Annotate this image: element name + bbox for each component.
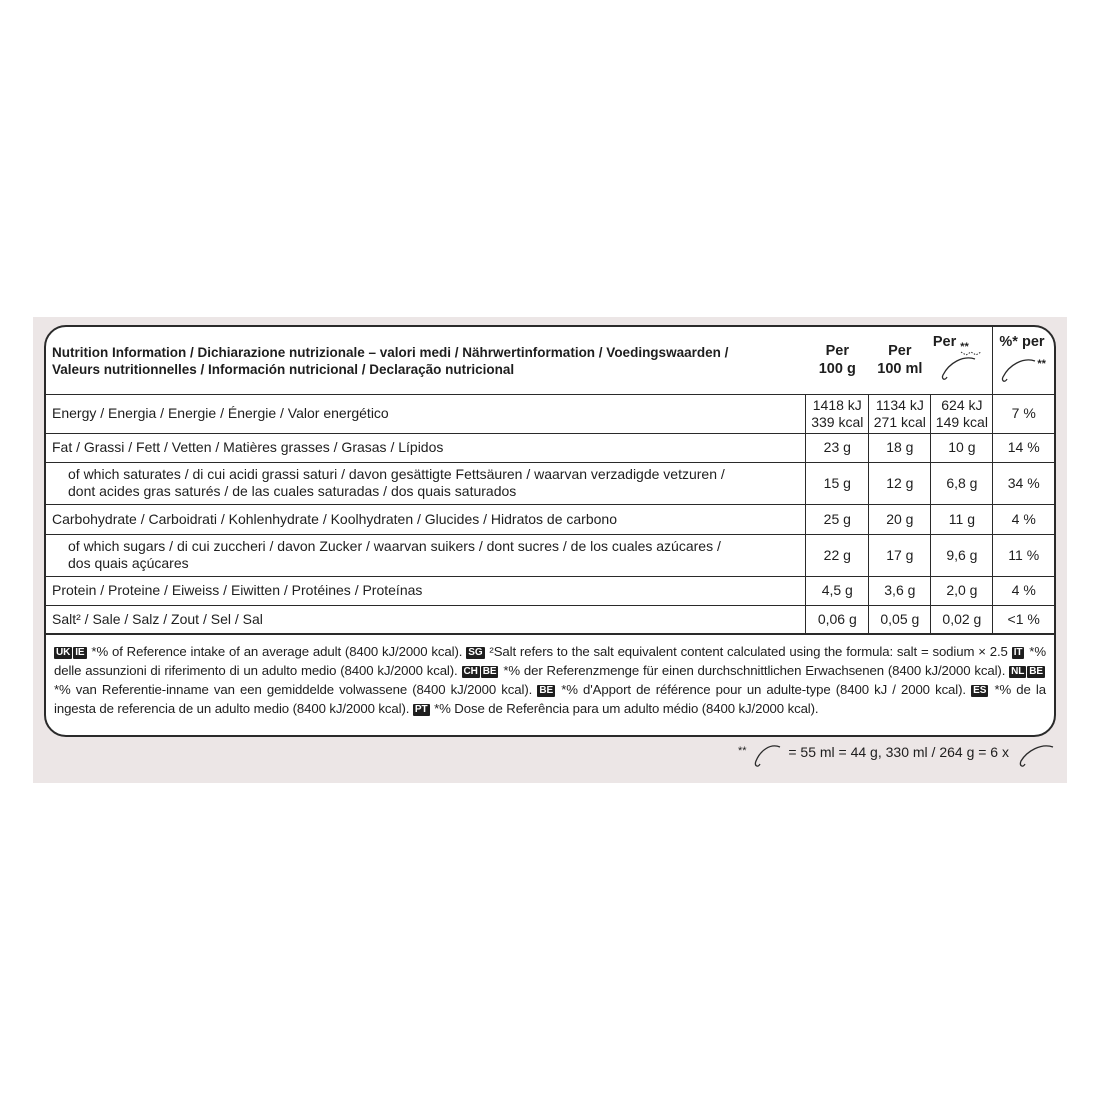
title-line-1: Nutrition Information / Dichiarazione nutrizionale – valori medi / Nährwertinformation / Voedingswaarden / [52, 345, 729, 361]
nutrition-table [46, 327, 1054, 634]
row-label: Salt² / Sale / Salz / Zout / Sel / Sal [46, 605, 806, 633]
col-header-unit: 100 g [818, 361, 856, 378]
value-per-100g [806, 394, 869, 433]
footnote-text-es: *% de la ingesta de referencia de un adulto medio (8400 kJ/2000 kcal). [54, 681, 1046, 716]
value-per-100ml: 17 g [869, 534, 931, 576]
value-per-100g: 0,06 g [806, 605, 869, 633]
value-kj: 1418 kJ [812, 396, 862, 413]
value-kcal: 271 kcal [873, 413, 926, 430]
value-per-100g: 4,5 g [806, 576, 869, 605]
swirl-portion-icon [1013, 741, 1057, 771]
col-header-per: Per [932, 334, 957, 350]
row-label-line: dont acides gras saturés / de las cuales saturadas / dos quais saturados [68, 483, 517, 499]
flag-nl: NL [1011, 665, 1025, 677]
footnote-text-it: *% delle assunzioni di riferimento di un adulto medio (8400 kJ/2000 kcal). [54, 643, 1046, 678]
header-row [46, 327, 1054, 394]
col-header-per-100g [806, 327, 869, 394]
value-per-portion: 6,8 g [931, 462, 993, 504]
value-per-100ml: 3,6 g [869, 576, 931, 605]
nutrition-table-card [44, 325, 1056, 737]
reference-intake-footnote [46, 634, 1054, 718]
double-asterisk: ** [1037, 358, 1046, 370]
flag-it: IT [1013, 646, 1023, 658]
double-asterisk: ** [738, 745, 747, 757]
table-row-carbohydrate [46, 504, 1054, 534]
row-label-line: of which sugars / di cui zuccheri / davon Zucker / waarvan suikers / dont sucres / de los cuales azúcares / [68, 538, 721, 554]
swirl-portion-icon [935, 349, 991, 385]
row-label: Energy / Energia / Energie / Énergie / Valor energético [46, 394, 806, 433]
value-per-100g: 23 g [806, 433, 869, 462]
col-header-percent-per-portion [993, 327, 1054, 394]
row-label-line: dos quais açúcares [68, 555, 189, 571]
value-percent-ri: <1 % [993, 605, 1054, 633]
table-title [46, 327, 806, 394]
value-per-100ml: 20 g [869, 504, 931, 534]
value-percent-ri: 4 % [993, 504, 1054, 534]
table-row-energy [46, 394, 1054, 433]
value-kcal: 149 kcal [935, 413, 988, 430]
footnote-text-sg: ²Salt refers to the salt equivalent content calculated using the formula: salt = sodium × 2.5 [489, 643, 1008, 659]
flag-be: BE [539, 684, 554, 696]
table-row-saturates [46, 462, 1054, 504]
col-header-percent-per: %* per [999, 334, 1045, 350]
value-kj: 624 kJ [941, 396, 983, 413]
value-per-portion: 0,02 g [931, 605, 993, 633]
row-label: Fat / Grassi / Fett / Vetten / Matières grasses / Grasas / Lípidos [46, 433, 806, 462]
table-row-protein [46, 576, 1054, 605]
value-percent-ri: 4 % [993, 576, 1054, 605]
flag-sg: SG [468, 646, 483, 658]
value-per-portion: 9,6 g [931, 534, 993, 576]
value-per-100g: 15 g [806, 462, 869, 504]
value-percent-ri: 14 % [993, 433, 1054, 462]
portion-size-note [738, 740, 1057, 771]
flag-ch: CH [463, 665, 478, 677]
value-per-portion: 10 g [931, 433, 993, 462]
value-per-100ml: 0,05 g [869, 605, 931, 633]
table-row-sugars [46, 534, 1054, 576]
portion-note-text: = 55 ml = 44 g, 330 ml / 264 g = 6 x [788, 744, 1009, 760]
footnote-text-de: *% der Referenzmenge für einen durchschnittlichen Erwachsenen (8400 kJ/2000 kcal). [503, 662, 1006, 678]
flag-pt: PT [414, 703, 428, 715]
value-per-portion: 2,0 g [931, 576, 993, 605]
value-per-100g: 25 g [806, 504, 869, 534]
col-header-unit: 100 ml [877, 361, 923, 378]
swirl-portion-icon [750, 741, 784, 771]
footnote-text-fr: *% d'Apport de référence pour un adulte-type (8400 kJ / 2000 kcal). [561, 681, 966, 697]
swirl-portion-icon [995, 353, 1051, 389]
col-header-per: Per [825, 343, 849, 360]
row-label-line: of which saturates / di cui acidi grassi saturi / davon gesättigte Fettsäuren / waarvan verzadigde vetzuren / [68, 466, 725, 482]
col-header-per-portion [931, 327, 993, 394]
table-row-fat [46, 433, 1054, 462]
footnote-text-nl: *% van Referentie-inname van een gemiddelde volwassene (8400 kJ/2000 kcal). [54, 681, 533, 697]
value-per-100ml: 12 g [869, 462, 931, 504]
flag-be: BE [1029, 665, 1043, 677]
value-kj: 1134 kJ [875, 396, 924, 413]
row-label [46, 534, 806, 576]
double-asterisk: ** [960, 341, 969, 353]
row-label [46, 462, 806, 504]
value-per-100ml: 18 g [869, 433, 931, 462]
value-per-100ml [869, 394, 931, 433]
value-kcal: 339 kcal [811, 413, 864, 430]
flag-be: BE [482, 665, 497, 677]
title-line-2: Valeurs nutritionnelles / Información nutricional / Declaração nutricional [52, 362, 515, 378]
row-label: Protein / Proteine / Eiweiss / Eiwitten / Protéines / Proteínas [46, 576, 806, 605]
row-label: Carbohydrate / Carboidrati / Kohlenhydrate / Koolhydraten / Glucides / Hidratos de carbono [46, 504, 806, 534]
value-per-portion [931, 394, 993, 433]
flag-ie: IE [75, 646, 85, 658]
value-per-100g: 22 g [806, 534, 869, 576]
footnote-text-pt: *% Dose de Referência para um adulto médio (8400 kJ/2000 kcal). [434, 700, 819, 716]
value-percent-ri: 34 % [993, 462, 1054, 504]
table-row-salt [46, 605, 1054, 633]
col-header-per-100ml [869, 327, 931, 394]
value-percent-ri: 7 % [993, 394, 1054, 433]
flag-uk: UK [56, 646, 71, 658]
value-percent-ri: 11 % [993, 534, 1054, 576]
value-per-portion: 11 g [931, 504, 993, 534]
col-header-per: Per [888, 343, 912, 360]
flag-es: ES [973, 684, 987, 696]
footnote-text-en: *% of Reference intake of an average adult (8400 kJ/2000 kcal). [91, 643, 463, 659]
